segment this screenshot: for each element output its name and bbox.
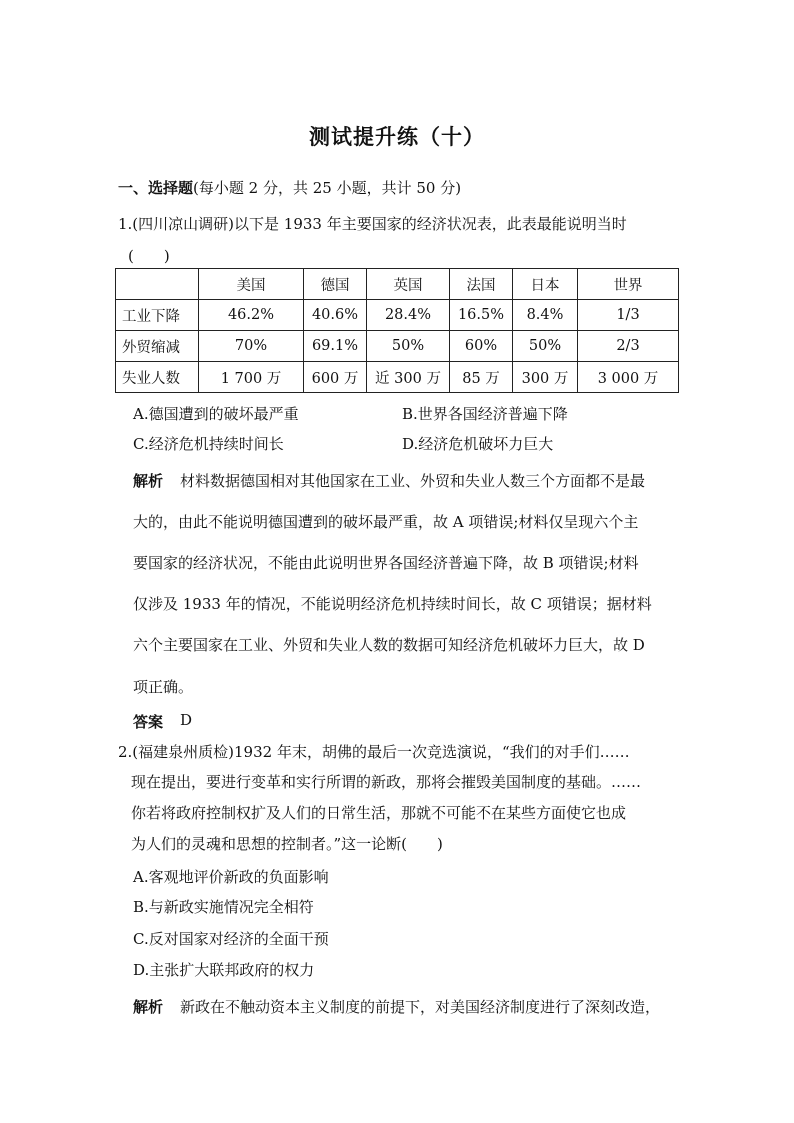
q1-analysis-label: 解析 bbox=[133, 472, 164, 490]
table-row bbox=[116, 300, 679, 331]
table-cell: 工业下降 bbox=[116, 300, 199, 331]
table-cell: 60% bbox=[450, 331, 513, 362]
q1-analysis-line: 仅涉及 1933 年的情况，不能说明经济危机持续时间长，故 C 项错误；据材料 bbox=[133, 595, 652, 613]
table-cell: 失业人数 bbox=[116, 362, 199, 393]
q2-option-b: B.与新政实施情况完全相符 bbox=[133, 898, 314, 916]
economic-status-table bbox=[115, 268, 679, 393]
table-cell: 近 300 万 bbox=[367, 362, 450, 393]
table-row bbox=[116, 331, 679, 362]
q1-analysis-line: 要国家的经济状况，不能由此说明世界各国经济普遍下降，故 B 项错误;材料 bbox=[133, 554, 639, 572]
table-cell: 英国 bbox=[367, 269, 450, 300]
table-cell: 德国 bbox=[304, 269, 367, 300]
q2-option-c: C.反对国家对经济的全面干预 bbox=[133, 930, 329, 948]
q1-analysis-line: 六个主要国家在工业、外贸和失业人数的数据可知经济危机破坏力巨大，故 D bbox=[133, 636, 645, 654]
table-cell: 300 万 bbox=[513, 362, 578, 393]
table-cell: 85 万 bbox=[450, 362, 513, 393]
table-cell: 16.5% bbox=[450, 300, 513, 331]
q1-option-a: A.德国遭到的破坏最严重 bbox=[133, 405, 299, 423]
table-cell: 日本 bbox=[513, 269, 578, 300]
table-cell: 40.6% bbox=[304, 300, 367, 331]
q2-option-d: D.主张扩大联邦政府的权力 bbox=[133, 961, 315, 979]
table-cell: 600 万 bbox=[304, 362, 367, 393]
q1-analysis-line: 材料数据德国相对其他国家在工业、外贸和失业人数三个方面都不是最 bbox=[180, 472, 646, 490]
q1-option-d: D.经济危机破坏力巨大 bbox=[402, 435, 554, 453]
q2-analysis-label: 解析 bbox=[133, 998, 164, 1016]
table-cell: 70% bbox=[199, 331, 304, 362]
q2-option-a: A.客观地评价新政的负面影响 bbox=[133, 868, 329, 886]
table-cell: 50% bbox=[367, 331, 450, 362]
table-cell: 美国 bbox=[199, 269, 304, 300]
table-row bbox=[116, 362, 679, 393]
table-cell: 28.4% bbox=[367, 300, 450, 331]
q2-stem-line: 现在提出，要进行变革和实行所谓的新政，那将会摧毁美国制度的基础。…… bbox=[131, 773, 642, 791]
q1-answer-paren: ( ) bbox=[128, 247, 170, 265]
q1-stem: 1.(四川凉山调研)以下是 1933 年主要国家的经济状况表，此表最能说明当时 bbox=[118, 215, 627, 233]
section-note: (每小题 2 分，共 25 小题，共计 50 分) bbox=[193, 179, 462, 197]
q1-option-b: B.世界各国经济普遍下降 bbox=[402, 405, 568, 423]
q2-stem-line: 为人们的灵魂和思想的控制者。”这一论断( ) bbox=[131, 835, 443, 853]
table-cell: 世界 bbox=[578, 269, 679, 300]
q2-stem-line: 你若将政府控制权扩及人们的日常生活，那就不可能不在某些方面使它也成 bbox=[131, 804, 627, 822]
table-cell: 46.2% bbox=[199, 300, 304, 331]
section-head: 一、选择题 bbox=[118, 179, 194, 197]
table-cell: 法国 bbox=[450, 269, 513, 300]
q2-stem-line: 2.(福建泉州质检)1932 年末，胡佛的最后一次竞选演说，“我们的对手们…… bbox=[118, 743, 630, 761]
table-cell bbox=[116, 269, 199, 300]
q1-answer-label: 答案 bbox=[133, 713, 164, 731]
table-cell: 2/3 bbox=[578, 331, 679, 362]
page-title: 测试提升练（十） bbox=[309, 124, 485, 149]
q1-answer: D bbox=[180, 711, 193, 729]
section-heading bbox=[118, 177, 461, 198]
table-cell: 50% bbox=[513, 331, 578, 362]
q1-analysis-line: 大的，由此不能说明德国遭到的破坏最严重，故 A 项错误;材料仅呈现六个主 bbox=[133, 513, 639, 531]
table-header-row bbox=[116, 269, 679, 300]
table-cell: 外贸缩减 bbox=[116, 331, 199, 362]
table-cell: 3 000 万 bbox=[578, 362, 679, 393]
q1-analysis-line: 项正确。 bbox=[133, 678, 194, 696]
table-cell: 8.4% bbox=[513, 300, 578, 331]
table-cell: 69.1% bbox=[304, 331, 367, 362]
q2-analysis-line: 新政在不触动资本主义制度的前提下，对美国经济制度进行了深刻改造， bbox=[180, 998, 661, 1016]
table-cell: 1/3 bbox=[578, 300, 679, 331]
table-cell: 1 700 万 bbox=[199, 362, 304, 393]
q1-option-c: C.经济危机持续时间长 bbox=[133, 435, 284, 453]
